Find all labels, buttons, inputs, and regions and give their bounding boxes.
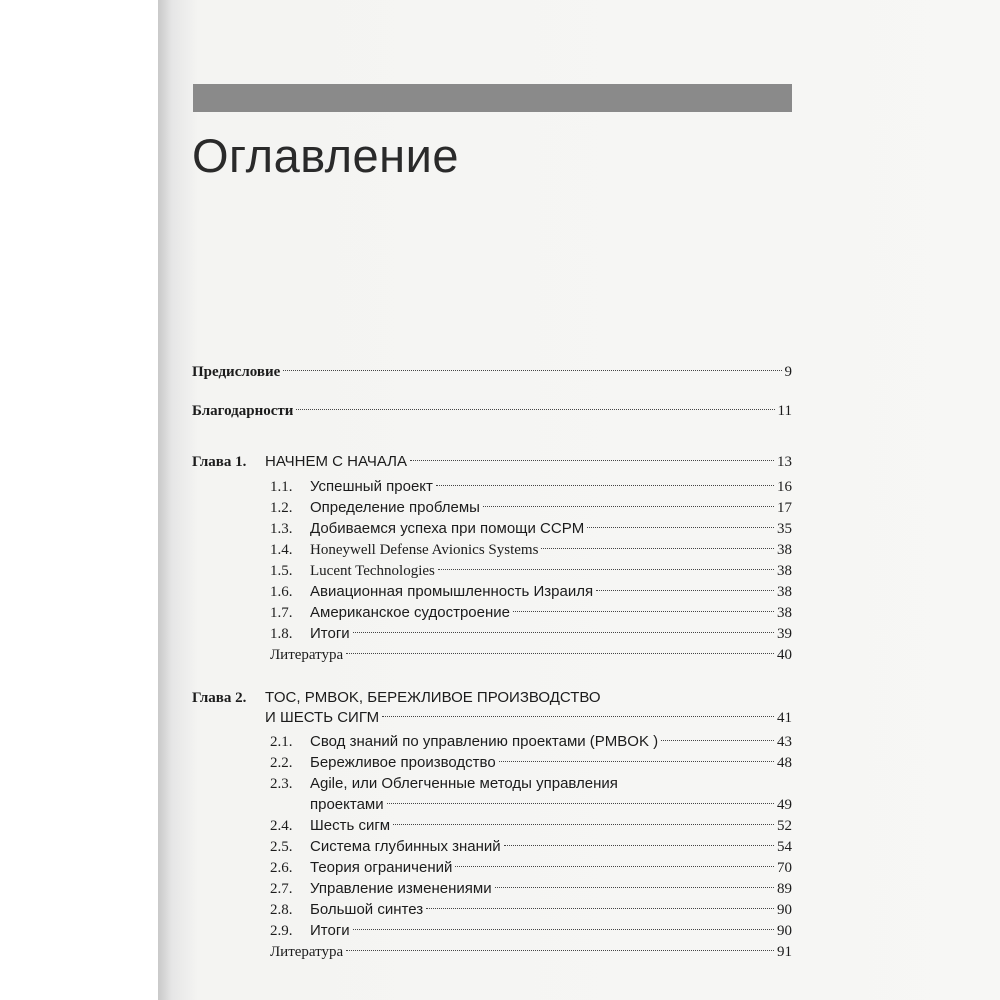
leader-dots [387,803,774,804]
entry-title: проектами [310,796,384,813]
leader-dots [346,950,774,951]
page-number: 90 [777,923,792,939]
section-number: 2.2. [270,755,293,771]
page-number: 16 [777,479,792,495]
page-number: 48 [777,755,792,771]
toc-entry-section[interactable] [192,731,792,753]
page-title: Оглавление [192,129,460,182]
page-number: 35 [777,521,792,537]
leader-dots [587,527,774,528]
entry-title: Итоги [310,625,350,642]
entry-title: Теория ограничений [310,859,453,876]
toc-entry-literature[interactable] [192,941,792,963]
chapter-title-line-1: TOC, PMBOK, БЕРЕЖЛИВОЕ ПРОИЗВОДСТВО [265,689,601,706]
toc-entry-section[interactable] [192,497,792,519]
toc-entry-section[interactable] [192,476,792,498]
leader-dots [438,569,774,570]
leader-dots [495,887,774,888]
toc-entry-chapter-1[interactable] [192,451,792,473]
page-number: 17 [777,500,792,516]
toc-entry-section[interactable] [192,878,792,900]
page-number: 70 [777,860,792,876]
toc-entry-section[interactable] [192,602,792,624]
toc-entry-section[interactable] [192,560,792,582]
page-number: 13 [777,454,792,470]
entry-title: Свод знаний по управлению проектами (PMBOK ) [310,733,659,750]
entry-title: Литература [270,647,344,663]
page-number: 38 [777,605,792,621]
section-title-line-1: Agile, или Облегченные методы управления [310,775,618,792]
leader-dots [283,370,781,371]
page-number: 38 [777,584,792,600]
section-number: 2.5. [270,839,293,855]
section-number: 1.3. [270,521,293,537]
section-number: 1.8. [270,626,293,642]
toc-entry-preface[interactable] [192,361,792,383]
page-number: 11 [777,403,792,419]
page-number: 90 [777,902,792,918]
toc-entry-literature[interactable] [192,644,792,666]
section-number: 2.8. [270,902,293,918]
leader-dots [426,908,774,909]
leader-dots [436,485,774,486]
leader-dots [541,548,774,549]
toc-entry-section[interactable] [192,815,792,837]
leader-dots [455,866,774,867]
leader-dots [661,740,774,741]
page-number: 54 [777,839,792,855]
leader-dots [483,506,774,507]
leader-dots [596,590,774,591]
section-number: 2.9. [270,923,293,939]
entry-title: Шесть сигм [310,817,391,834]
entry-title: НАЧНЕМ С НАЧАЛА [265,453,408,470]
toc-entry-section[interactable] [192,920,792,942]
chapter-label: Глава 1. [192,454,247,470]
entry-title: Система глубинных знаний [310,838,501,855]
page-number: 38 [777,563,792,579]
toc-entry-section[interactable] [192,518,792,540]
leader-dots [513,611,774,612]
page-number: 43 [777,734,792,750]
leader-dots [499,761,774,762]
section-number: 2.3. [270,776,293,792]
entry-title: Авиационная промышленность Израиля [310,583,594,600]
toc-entry-section[interactable] [192,581,792,603]
leader-dots [504,845,774,846]
section-number: 1.7. [270,605,293,621]
chapter-label: Глава 2. [192,690,247,706]
entry-title: Lucent Technologies [310,563,435,579]
entry-title: Honeywell Defense Avionics Systems [310,542,539,558]
leader-dots [410,460,774,461]
page-number: 52 [777,818,792,834]
toc-entry-section[interactable] [192,836,792,858]
entry-title: Успешный проект [310,478,433,495]
leader-dots [346,653,774,654]
page-number: 89 [777,881,792,897]
page-number: 39 [777,626,792,642]
section-number: 2.4. [270,818,293,834]
page-number: 40 [777,647,792,663]
page-number: 9 [784,364,792,380]
toc-entry-section[interactable] [192,857,792,879]
entry-title: И ШЕСТЬ СИГМ [265,709,380,726]
section-number: 2.1. [270,734,293,750]
leader-dots [353,929,774,930]
entry-title: Определение проблемы [310,499,480,516]
leader-dots [382,716,774,717]
section-number: 2.6. [270,860,293,876]
section-number: 1.6. [270,584,293,600]
leader-dots [393,824,774,825]
page-number: 49 [777,797,792,813]
section-number: 1.1. [270,479,293,495]
toc-entry-thanks[interactable] [192,400,792,422]
toc-entry-chapter-2[interactable] [192,707,792,729]
section-number: 2.7. [270,881,293,897]
entry-title: Бережливое производство [310,754,496,771]
entry-title: Благодарности [192,403,294,419]
section-number: 1.5. [270,563,293,579]
page-number: 91 [777,944,792,960]
leader-dots [353,632,774,633]
toc-entry-section[interactable] [192,794,792,816]
entry-title: Предисловие [192,364,281,380]
entry-title: Литература [270,944,344,960]
entry-title: Добиваемся успеха при помощи CCPM [310,520,585,537]
toc-entry-section[interactable] [192,752,792,774]
entry-title: Итоги [310,922,350,939]
leader-dots [296,409,774,410]
toc-entry-section[interactable] [192,539,792,561]
section-number: 1.4. [270,542,293,558]
entry-title: Американское судостроение [310,604,510,621]
entry-title: Управление изменениями [310,880,492,897]
toc-entry-section[interactable] [192,899,792,921]
toc-entry-section[interactable] [192,623,792,645]
entry-title: Большой синтез [310,901,424,918]
page-number: 41 [777,710,792,726]
page-number: 38 [777,542,792,558]
section-number: 1.2. [270,500,293,516]
